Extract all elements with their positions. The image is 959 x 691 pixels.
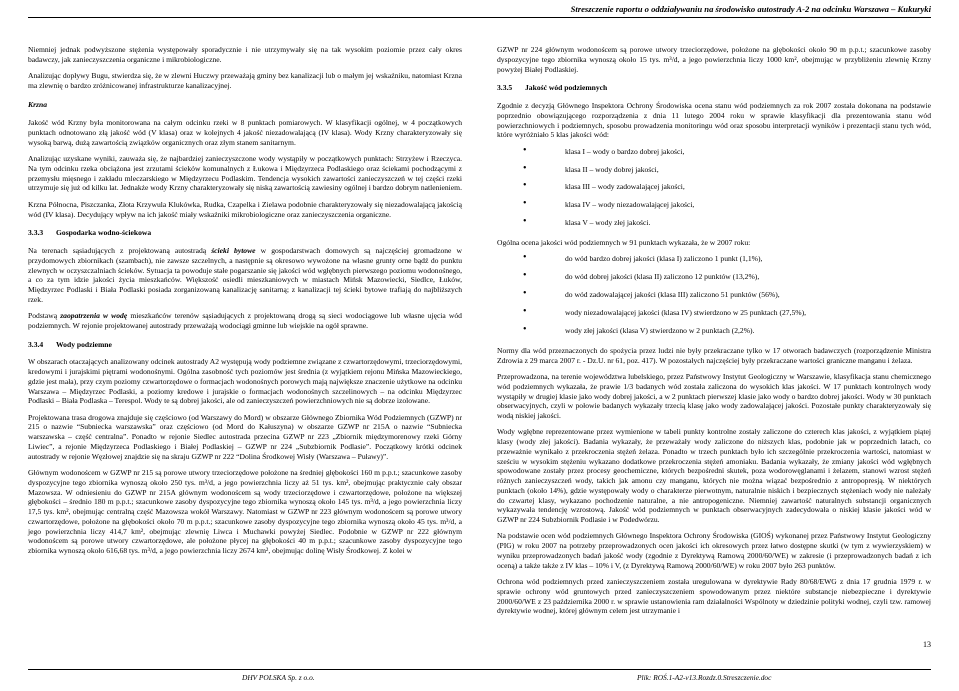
paragraph: Przeprowadzona, na terenie województwa lubelskiego, przez Państwowy Instytut Geologiczny w Warszawie, klasyfikacja stanu chemicznego wód podziemnych wykazała, że prawie 1/3 badanych wód została zaliczona do wysokich klas jakości. W 17 punktach kontrolnych wody wystąpiły w drugiej klasie jako wody dobrej jakości, a w 2 punktach pierwszej klasie jako wody o bardzo dobrej jakości. Wody w 30 punktach obserwacyjnych, czyli w połowie badanych wykazały trzecią klasę jako wody zadowalającej jakości. Pozostałe punkty charakteryzowały się wodą niskiej jakości. — [497, 372, 931, 421]
paragraph: Normy dla wód przeznaczonych do spożycia przez ludzi nie były przekraczane tylko w 17 otworach badawczych (rozporządzenie Ministra Zdrowia z 29 marca 2007 r. - Dz.U. nr 61, poz. 417). W pozostałych najczęściej były przekraczane wartości graniczne manganu i żelaza. — [497, 345, 931, 365]
left-column — [28, 45, 462, 562]
header-rule — [28, 17, 931, 18]
paragraph: Jakość wód Krzny była monitorowana na całym odcinku rzeki w 8 punktach pomiarowych. W klasyfikacji ogólnej, w 4 początkowych punktach odnotowano złą jakość wód (V klasa) oraz w kolejnych 4 jakość niezadowalającą (IV klasa). Wody Krzny charakteryzowały się wysoką barwą, dużą zawartością związków organicznych oraz złym stanem sanitarnym. — [28, 118, 462, 147]
running-header: Streszczenie raportu o oddziaływaniu na środowisko autostrady A-2 na odcinku Warszawa – Kukuryki — [570, 4, 931, 14]
quality-class-list — [497, 147, 931, 229]
section-subheading-krzna: Krzna — [28, 99, 47, 109]
list-item: • klasa I – wody o bardzo dobrej jakości, — [523, 147, 931, 157]
list-item: • wody złej jakości (klasa V) stwierdzono w 2 punktach (2,2%). — [523, 326, 931, 336]
paragraph: Zgodnie z decyzją Głównego Inspektora Ochrony Środowiska ocena stanu wód podziemnych za rok 2007 została dokonana na podstawie poprzednio obowiązującego rozporządzenia z dnia 11 lutego 2004 roku w sprawie klasyfikacji dla prezentowania stanu wód powierzchniowych i podziemnych, sposobu prowadzenia monitoringu wód oraz sposobu interpretacji wyników i prezentacji stanu tych wód, które wyróżniało 5 klas jakości wód: — [497, 101, 931, 140]
paragraph: Krzna Północna, Piszczanka, Złota Krzywula Klukówka, Rudka, Czapelka i Zielawa podobnie charakteryzowały się niezadowalającą jakością wód (IV klasa). Decydujący wpływ na ich jakość miały wskaźniki mikrobiologiczne oraz zanieczyszczenia organiczne. — [28, 199, 462, 219]
section-heading-3-3-4: 3.3.4 Wody podziemne — [28, 339, 112, 349]
paragraph: GZWP nr 224 głównym wodonoścem są porowe utwory trzeciorzędowe, położone na głębokości około 90 m p.p.t.; szacunkowe zasoby dyspozycyjne tego zbiornika wynoszą około 15 tys. m³/d, a jego powierzchnia liczy 1000 km², obejmując w przybliżeniu zlewnię Krzny powyżej Białej Podlaskiej. — [497, 45, 931, 74]
list-item: • do wód zadowalającej jakości (klasa III) zaliczono 51 punktów (56%), — [523, 290, 931, 300]
list-item: • do wód dobrej jakości (klasa II) zaliczono 12 punktów (13,2%), — [523, 272, 931, 282]
paragraph: W obszarach otaczających analizowany odcinek autostrady A2 występują wody podziemne związane z czwartorzędowymi, trzeciorzędowymi, kredowymi i jurajskimi piętrami wodonośnymi. Ogólna zasobność tych poziomów jest średnia (z wyjątkiem rejonu Mińska Mazowieckiego, gdzie jest mała), przy czym poziomy czwartorzędowe o formacjach wodonośnych porowych mają największe znaczenie użytkowe na odcinku Warszawa – Międzyrzec Podlaski, a poziomy kredowe i jurajskie o formacjach wodonośnych szczelinowych – na odcinku Międzyrzec Podlaski – Biała Podlaska – Terespol. Wody te są dobrej jakości, ale od zanieczyszczeń powierzchniowych nie są dobrze izolowane. — [28, 357, 462, 406]
paragraph: Projektowana trasa drogowa znajduje się częściowo (od Warszawy do Mord) w obszarze Głównego Zbiornika Wód Podziemnych (GZWP) nr 215 o nazwie “Subniecka warszawska” oraz częściowo (od Mord do Kałuszyna) w obszarze GZWP nr 215A o nazwie “Subniecka warszawska – część centralna”. Ponadto w rejonie Siedlec autostrada przecina GZWP nr 223 „Zbiornik międzymorenowy rzeki Górny Liwiec”, a rejonie Międzyrzeca Podlaskiego i Białej Podlaskiej – GZWP nr 224 „Subzbiornik Podlasie”. Początkowy krótki odcinek autostrady w rejonie Węzłowej znajdzie się na skraju GZWP nr 222 “Dolina Środkowej Wisły (Warszawa – Puławy)”. — [28, 412, 462, 461]
paragraph: Ochrona wód podziemnych przed zanieczyszczeniem została uregulowana w dyrektywie Rady 80/68/EWG z dnia 17 grudnia 1979 r. w sprawie ochrony wód gruntowych przed zanieczyszczeniem spowodowanym przez niektóre substancje niebezpieczne i dyrektywie 2000/60/WE z 23 października 2000 r. w sprawie ustanowienia ram działalności Wspólnoty w dziedzinie polityki wodnej, czyli tzw. ramowej dyrektywie wodnej, której głównym celem jest utrzymanie i — [497, 577, 931, 616]
paragraph: Na terenach sąsiadujących z projektowaną autostradą ścieki bytowe w gospodarstwach domowych są najczęściej gromadzone w przydomowych zbiornikach (szambach), nie zawsze szczelnych, a następnie są okresowo wywożone na własne grunty orne bądź do punktu zlewnych w oczyszczalniach ścieków. Sytuacja ta powoduje stałe pogarszanie się jakości wód wgłębnych pierwszego poziomu wodonośnego, a co za tym idzie jakości życia mieszkańców. Większość osiedli mieszkaniowych w miastach Mińsk Mazowiecki, Siedlce, Łuków, Międzyrzec Podlaski i Biała Podlaski posiada zorganizowaną kanalizację sanitarną; z kanalizacji tej ścieki bytowe trafiają do najbliższych rzek. — [28, 246, 463, 304]
paragraph: Na podstawie ocen wód podziemnych Głównego Inspektora Ochrony Środowiska (GIOŚ) wykonanej przez Państwowy Instytut Geologiczny (PIG) w roku 2007 na potrzeby przeprowadzonych ocen jakości ich okresowych przez łatwo dostępne skutki (w tym z wywierzyskiem) w wyniku przeprowadzonych badań jakość wody (zgodnie z Dyrektywą Ramową 2000/60/WE) w zakresie (i przeprowadzonych badań z ich oceną) a także także z IV klas – 10% i V, (z Dyrektywą Ramową 2000/60/WE) w roku 2007 było 263 punktów. — [497, 531, 931, 570]
paragraph: Podstawą zaopatrzenia w wodę mieszkańców terenów sąsiadujących z projektowaną drogą są sieci wodociągowe lub własne ujęcia wód podziemnych. W rejonie projektowanej autostrady przeważają wodociągi gminne lub wiejskie na ogół sprawne. — [28, 311, 462, 330]
footer-rule — [28, 669, 931, 670]
assessment-results-list — [497, 254, 931, 336]
paragraph: Analizując uzyskane wyniki, zauważa się, że najbardziej zanieczyszczone wody wystąpiły w początkowych punktach: Strzyżew i Rzeczyca. Na tym odcinku rzeka obciążona jest zrzutami ścieków komunalnych z Łukowa i Międzyrzeca Podlaskiego oraz ściekami pochodzącymi z przemysłu mięsnego i zakładu mleczarskiego w Międzyrzecu Podlaskim. Tendencja wysokich zawartości zanieczyszczeń w tej części rzeki utrzymuje się już od kilku lat. Jednakże wody Krzny charakteryzowały się niską zawartością zawiesiny ogólnej i bardzo dobrym natlenieniem. — [28, 154, 462, 193]
paragraph: Głównym wodonoścem w GZWP nr 215 są porowe utwory trzeciorzędowe położone na średniej głębokości 160 m p.p.t.; szacunkowe zasoby dyspozycyjne tego zbiornika wynoszą około 250 tys. m³/d, a jego powierzchnia liczy aż 51 tys. km², obejmując praktycznie cały obszar Mazowsza. W odniesieniu do GZWP nr 215A głównym wodonoścem są wody trzeciorzędowe i czwartorzędowe, położone na większej głębokości – średnio 180 m p.p.t.; szacunkowe zasoby dyspozycyjne tego zbiornika wynoszą około 145 tys. m³/d, a jego powierzchnia liczy 17,5 tys. km², obejmując centralną część Mazowsza wokół Warszawy. Natomiast w GZWP nr 223 głównym wodonoścem są porowe utwory czwartorzędowe, położone na głębokości około 70 m p.p.t.; szacunkowe zasoby dyspozycyjne tego zbiornika wynoszą około 45 tys. m³/d, a jego powierzchnia liczy 414,7 km², obejmując zlewnię Liwca i Muchawki powyżej Siedlec. Podobnie w GZWP nr 222 głównym wodonoścem są porowe utwory czwartorzędowe, ale położone płycej na głębokości 40 m p.p.t.; szacunkowe zasoby dyspozycyjne tego zbiornika wynoszą około 616,68 tys. m³/d, a jego powierzchnia liczy 2674 km², obejmując dolinę Wisły Środkowej. Z kolei w — [28, 468, 462, 556]
paragraph: Wody wgłębne reprezentowane przez wymienione w tabeli punkty kontrolne zostały zaliczone do czterech klas jakości, z wyjątkiem piątej klasy (wody złej jakości). Badania wykazały, że przeważały wody zaliczone do niższych klas, podobnie jak w poprzednich latach, co przeważnie wynikało z przekroczenia stężeń żelaza. Ponadto w trzech punktach było ich szczególnie przekroczenia wartości, natomiast w sześciu w wysokim stężeniu wykazano dodatkowe przekroczenia stężeń amoniaku. Badania wykazały, że zmiany jakości wód wgłębnych spowodowane zostały przez procesy geochemiczne, których bezpośredni skutek, poza wodorowęglanami i żelazem, stanowi wzrost stężeń różnych zanieczyszczeń wody, takich jak amonu czy manganu, których nie można wiązać bezpośrednio z antropopresją. W niektórych punktach (około 14%), gdzie występowały wody o charakterze pierwotnym, naturalnie niskich i bezpiecznych stężeniach wody nie należały do czwartej klasy, wykazano pochodzenie naturalne, a nie antropogeniczne. Niemniej zawartość naturalnych substancji organicznych wykazywała tendencję wzrostową. Jakość wód podziemnych w punktach obserwacyjnych zadecydowała o niskiej klasie jakości wód w GZWP nr 224 Subzbiornik Podlasie i w Podedwórzu. — [497, 427, 931, 525]
section-heading-3-3-5: 3.3.5 Jakość wód podziemnych — [497, 83, 608, 93]
footer-company: DHV POLSKA Sp. z o.o. — [242, 673, 315, 682]
right-column — [497, 45, 931, 623]
paragraph: Niemniej jednak podwyższone stężenia występowały sporadycznie i nie utrzymywały się na tak wysokim poziomie przez cały okres badawczy, jak zanieczyszczenia organiczne i mikrobiologiczne. — [28, 45, 462, 64]
list-item: • klasa II – wody dobrej jakości, — [523, 165, 931, 175]
page-number: 13 — [923, 640, 931, 649]
paragraph: Ogólna ocena jakości wód podziemnych w 91 punktach wykazała, że w 2007 roku: — [497, 238, 751, 248]
paragraph: Analizując dopływy Bugu, stwierdza się, że w zlewni Huczwy przeważają gminy bez kanalizacji lub o małym jej wskaźniku, natomiast Krzna ma zlewnię o bardzo zróżnicowanej infrastrukturze kanalizacyjnej. — [28, 71, 462, 90]
list-item: • klasa III – wody zadowalającej jakości, — [523, 182, 931, 192]
list-item: • do wód bardzo dobrej jakości (klasa I) zaliczono 1 punkt (1,1%), — [523, 254, 931, 264]
list-item: • wody niezadowalającej jakości (klasa IV) stwierdzono w 25 punktach (27,5%), — [523, 308, 931, 318]
list-item: • klasa V – wody złej jakości. — [523, 218, 931, 228]
footer-filename: Plik: ROŚ.1-A2-v13.Rozdz.0.Streszczenie.doc — [637, 673, 772, 682]
list-item: • klasa IV – wody niezadowalającej jakości, — [523, 200, 931, 210]
section-heading-3-3-3: 3.3.3 Gospodarka wodno-ściekowa — [28, 228, 152, 238]
